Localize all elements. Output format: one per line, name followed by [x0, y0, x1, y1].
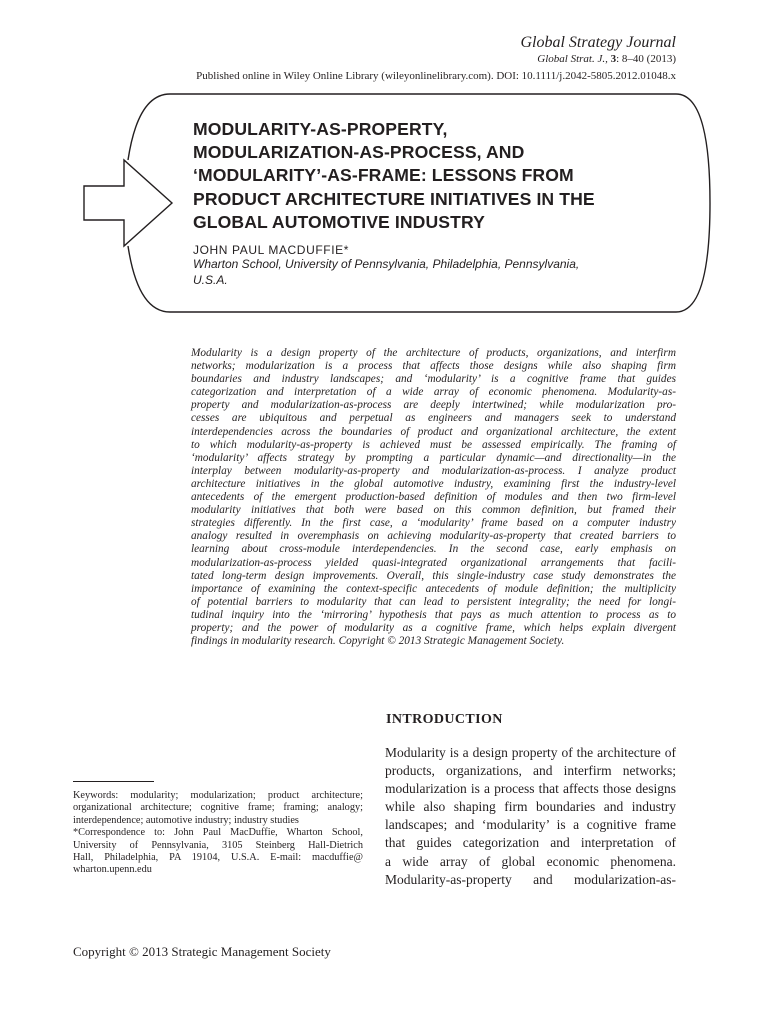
publication-info: Published online in Wiley Online Library (wileyonlinelibrary.com). DOI: 10.1111/j.2042-5805.2012.01048.x [196, 70, 676, 82]
body-line: Modularity-as-property and modularization-as- [385, 871, 676, 887]
abstract-line: of potential barriers to modularity that can lead to persistent integrality; the need for longi- [191, 595, 676, 608]
abstract-line: property; and the power of modularity as a cognitive frame, which helps explain divergent [191, 621, 676, 634]
abstract-line: interplay between modularity-as-property and modularization-as-process. I analyze product [191, 464, 676, 477]
citation-abbrev: Global Strat. J., [537, 53, 608, 65]
abstract-line: property and modularization-as-process are deeply intertwined; while modularization pro- [191, 399, 676, 412]
affiliation-line: Wharton School, University of Pennsylvania, Philadelphia, Pennsylvania, [193, 257, 580, 272]
keywords-line: organizational architecture; cognitive frame; framing; analogy; [73, 802, 363, 814]
article-title-line: GLOBAL AUTOMOTIVE INDUSTRY [193, 211, 485, 232]
abstract-line: ‘modularity’ affects strategy by prompting a particular dynamic—and directionality—in the [191, 451, 676, 464]
article-title-line: ‘MODULARITY’-AS-FRAME: LESSONS FROM [193, 165, 574, 186]
citation-pages-year: : 8–40 (2013) [616, 53, 676, 65]
abstract-line: architecture initiatives in the global automotive industry, examining first the industry-level [191, 477, 676, 490]
abstract-line: tudinal inquiry into the ‘mirroring’ hypothesis that pays as much attention to process as to [191, 608, 676, 621]
introduction-body [385, 744, 676, 889]
correspondence-line: *Correspondence to: John Paul MacDuffie, Wharton School, [73, 827, 363, 839]
body-line: that guides categorization and interpretation of [385, 835, 676, 851]
copyright-footer: Copyright © 2013 Strategic Management Society [73, 944, 331, 959]
article-title-line: MODULARITY-AS-PROPERTY, [193, 119, 448, 139]
author-name: JOHN PAUL MACDUFFIE* [193, 243, 350, 258]
body-line: Modularity is a design property of the architecture of [385, 745, 676, 760]
body-line: modularization is a process that affects those designs [385, 781, 676, 797]
abstract-line: antecedents of the emergent production-based definition of modules and then two firm-level [191, 491, 676, 504]
abstract-line: findings in modularity research. Copyright © 2013 Strategic Management Society. [191, 635, 565, 648]
citation-volume: 3 [610, 53, 617, 65]
abstract-line: tated long-term design improvements. Overall, this single-industry case study demonstrates the [191, 569, 676, 582]
abstract-line: analogy resulted in overemphasis on achieving modularity-as-property that created barriers to [191, 530, 676, 543]
body-line: while also shaping firm boundaries and industry [385, 799, 676, 815]
abstract-line: networks; modularization is a process that affects those designs while also shaping firm [191, 360, 676, 373]
article-title-block [193, 118, 663, 288]
abstract-line: to which modularity-as-property is achieved must be assessed empirically. The framing of [191, 438, 676, 451]
abstract-line: importance of examining the context-specific antecedents of module definition; the multiplicity [191, 582, 676, 595]
correspondence-line: University of Pennsylvania, 3105 Steinberg Hall-Dietrich [73, 839, 363, 851]
correspondence-line: Hall, Philadelphia, PA 19104, U.S.A. E-mail: macduffie@ [73, 851, 363, 863]
body-line: landscapes; and ‘modularity’ is a cognitive frame [385, 817, 676, 833]
keywords-line: Keywords: modularity; modularization; product architecture; [73, 790, 363, 801]
abstract [191, 347, 676, 648]
author-affiliation [193, 257, 663, 288]
abstract-line: modularity initiatives that both were based on this common definition, but framed their [191, 504, 676, 517]
arrow-icon [84, 160, 172, 246]
correspondence-email: wharton.upenn.edu [73, 864, 152, 876]
abstract-line: cesses are ubiquitous and perpetual as engineers and managers seek to understand [191, 412, 676, 425]
footnotes [73, 790, 363, 877]
body-line: a wide array of global economic phenomena. [385, 853, 676, 869]
journal-name: Global Strategy Journal [520, 34, 676, 51]
abstract-line: modularization-as-process yielded quasi-integrated organizational arrangements that facili- [191, 556, 676, 569]
abstract-line: Modularity is a design property of the architecture of products, organizations, and interfirm [191, 347, 676, 359]
keywords-line: interdependence; automotive industry; industry studies [73, 814, 299, 826]
abstract-line: learning about cross-module interdependencies. In the second case, early emphasis on [191, 543, 676, 556]
body-line: products, organizations, and interfirm networks; [385, 763, 676, 779]
abstract-line: boundaries and industry landscapes; and ‘modularity’ is a cognitive frame that guides [191, 373, 676, 386]
footnote-divider [73, 781, 154, 782]
section-heading: INTRODUCTION [386, 712, 503, 727]
abstract-line: categorization and interpretation of a wide array of economic phenomena. Modularity-as- [191, 386, 676, 399]
article-title-line: PRODUCT ARCHITECTURE INITIATIVES IN THE [193, 188, 595, 209]
article-title-line: MODULARIZATION-AS-PROCESS, AND [193, 142, 525, 163]
affiliation-line: U.S.A. [193, 272, 228, 287]
abstract-line: interdependencies across the boundaries of product and organizational architecture, the extent [191, 425, 676, 438]
abstract-line: strategies differently. In the first case, a ‘modularity’ frame based on a computer industry [191, 517, 676, 530]
